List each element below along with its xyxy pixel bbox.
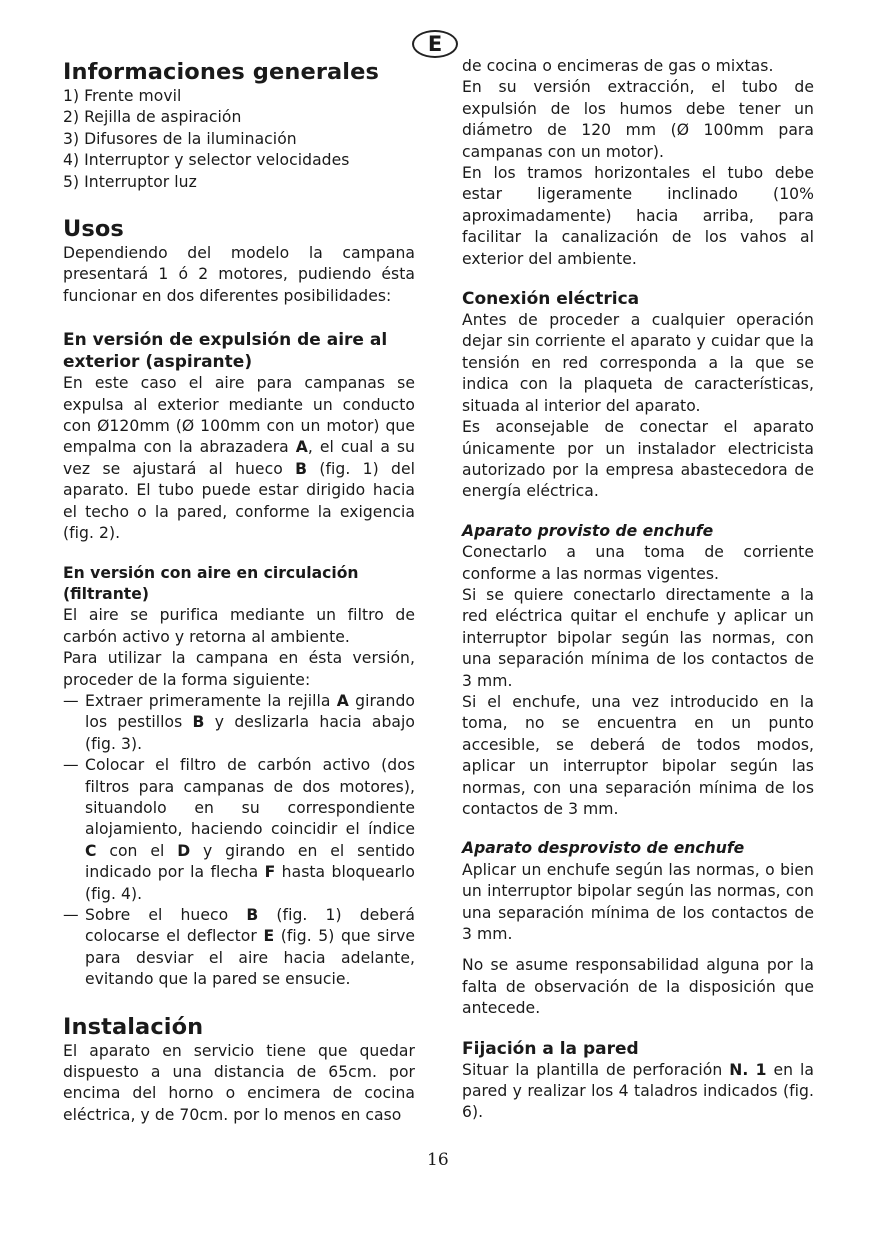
liability-paragraph: No se asume responsabilidad alguna por la falta de observación de la disposición que antecede. — [462, 956, 814, 1018]
installation-paragraph: El aparato en servicio tiene que quedar dispuesto a una distancia de 65cm. por encima del horno o encimera de cocina eléctrica, y de 70cm. por lo menos en caso — [63, 1041, 415, 1124]
list-item: — Colocar el filtro de carbón activo (dos filtros para campanas de dos motores), situandolo en su correspondiente alojamiento, haciendo coincidir el índice C con el D y girando en el sentido indicado por la flecha F hasta bloquearlo (fig. 4). — [63, 755, 415, 905]
left-column — [63, 58, 415, 1126]
expulsion-paragraph: En este caso el aire para campanas se expulsa al exterior mediante un conducto con Ø120mm (Ø 100mm con un motor) que empalma con la abrazadera A, el cual a su vez se ajustará al hueco B (fig. 1) del aparato. El tubo puede estar dirigido hacia el techo o la pared, conforme la exigencia (fig. 2). — [63, 374, 415, 543]
electrical-paragraph-2: Es aconsejable de conectar el aparato únicamente por un instalador electricista autorizado por la empresa abastecedora de energía eléctrica. — [462, 418, 814, 501]
general-info-heading: Informaciones generales — [63, 59, 379, 85]
installation-continued-3: En los tramos horizontales el tubo debe estar ligeramente inclinado (10% aproximadamente) hacia arriba, para facilitar la canalización de los vahos al exterior del ambiente. — [462, 164, 814, 268]
list-item: — Extraer primeramente la rejilla A girando los pestillos B y deslizarla hacia abajo (fig. 3). — [63, 691, 415, 755]
with-plug-paragraph-1: Conectarlo a una toma de corriente conforme a las normas vigentes. — [462, 543, 814, 583]
without-plug-paragraph: Aplicar un enchufe según las normas, o bien un interruptor bipolar según las normas, con una separación mínima de los contactos de 3 mm. — [462, 860, 814, 944]
list-item: — Sobre el hueco B (fig. 1) deberá colocarse el deflector E (fig. 5) que sirve para desviar el aire hacia adelante, evitando que la pared se ensucie. — [63, 905, 415, 991]
list-item: 2) Rejilla de aspiración — [63, 108, 242, 127]
language-badge: E — [412, 30, 458, 58]
list-item: 5) Interruptor luz — [63, 172, 197, 191]
electrical-connection-heading: Conexión eléctrica — [462, 289, 640, 310]
circulation-paragraph-2: Para utilizar la campana en ésta versión, proceder de la forma siguiente: — [63, 649, 415, 689]
page-number: 16 — [427, 1150, 449, 1170]
without-plug-heading: Aparato desprovisto de enchufe — [462, 839, 745, 858]
list-item: 3) Difusores de la iluminación — [63, 129, 297, 148]
usos-heading: Usos — [63, 216, 124, 243]
installation-continued-2: En su versión extracción, el tubo de expulsión de los humos debe tener un diámetro de 120 mm (Ø 100mm para campanas con un motor). — [462, 78, 814, 161]
with-plug-paragraph-3: Si el enchufe, una vez introducido en la toma, no se encuentra en un punto accesible, se deberá de todos modos, aplicar un interruptor bipolar según las normas, con una separación mínima de los contactos de 3 mm. — [462, 692, 814, 818]
list-item: 1) Frente movil — [63, 87, 182, 105]
with-plug-paragraph-2: Si se quiere conectarlo directamente a la red eléctrica quitar el enchufe y aplicar un interruptor bipolar según las normas, con una separación mínima de los contactos de 3 mm. — [462, 585, 814, 690]
usos-paragraph: Dependiendo del modelo la campana presentará 1 ó 2 motores, pudiendo ésta funcionar en dos diferentes posibilidades: — [63, 244, 415, 305]
filter-steps-list — [63, 691, 415, 991]
wall-fixing-heading: Fijación a la pared — [462, 1038, 639, 1059]
circulation-heading: En versión con aire en circulación (filtrante) — [63, 563, 359, 603]
installation-heading: Instalación — [63, 1013, 204, 1040]
right-column — [462, 56, 814, 1124]
components-list — [63, 86, 415, 193]
wall-fixing-paragraph: Situar la plantilla de perforación N. 1 en la pared y realizar los 4 taladros indicados (fig. 6). — [462, 1060, 814, 1122]
installation-continued-1: de cocina o encimeras de gas o mixtas. — [462, 57, 774, 75]
list-item: 4) Interruptor y selector velocidades — [63, 151, 350, 170]
circulation-paragraph-1: El aire se purifica mediante un filtro de carbón activo y retorna al ambiente. — [63, 606, 415, 646]
expulsion-heading: En versión de expulsión de aire al exterior (aspirante) — [63, 330, 388, 373]
with-plug-heading: Aparato provisto de enchufe — [462, 521, 714, 540]
electrical-paragraph-1: Antes de proceder a cualquier operación dejar sin corriente el aparato y cuidar que la tensión en red corresponda a la que se indica con la plaqueta de características, situada al interior del aparato. — [462, 311, 814, 415]
